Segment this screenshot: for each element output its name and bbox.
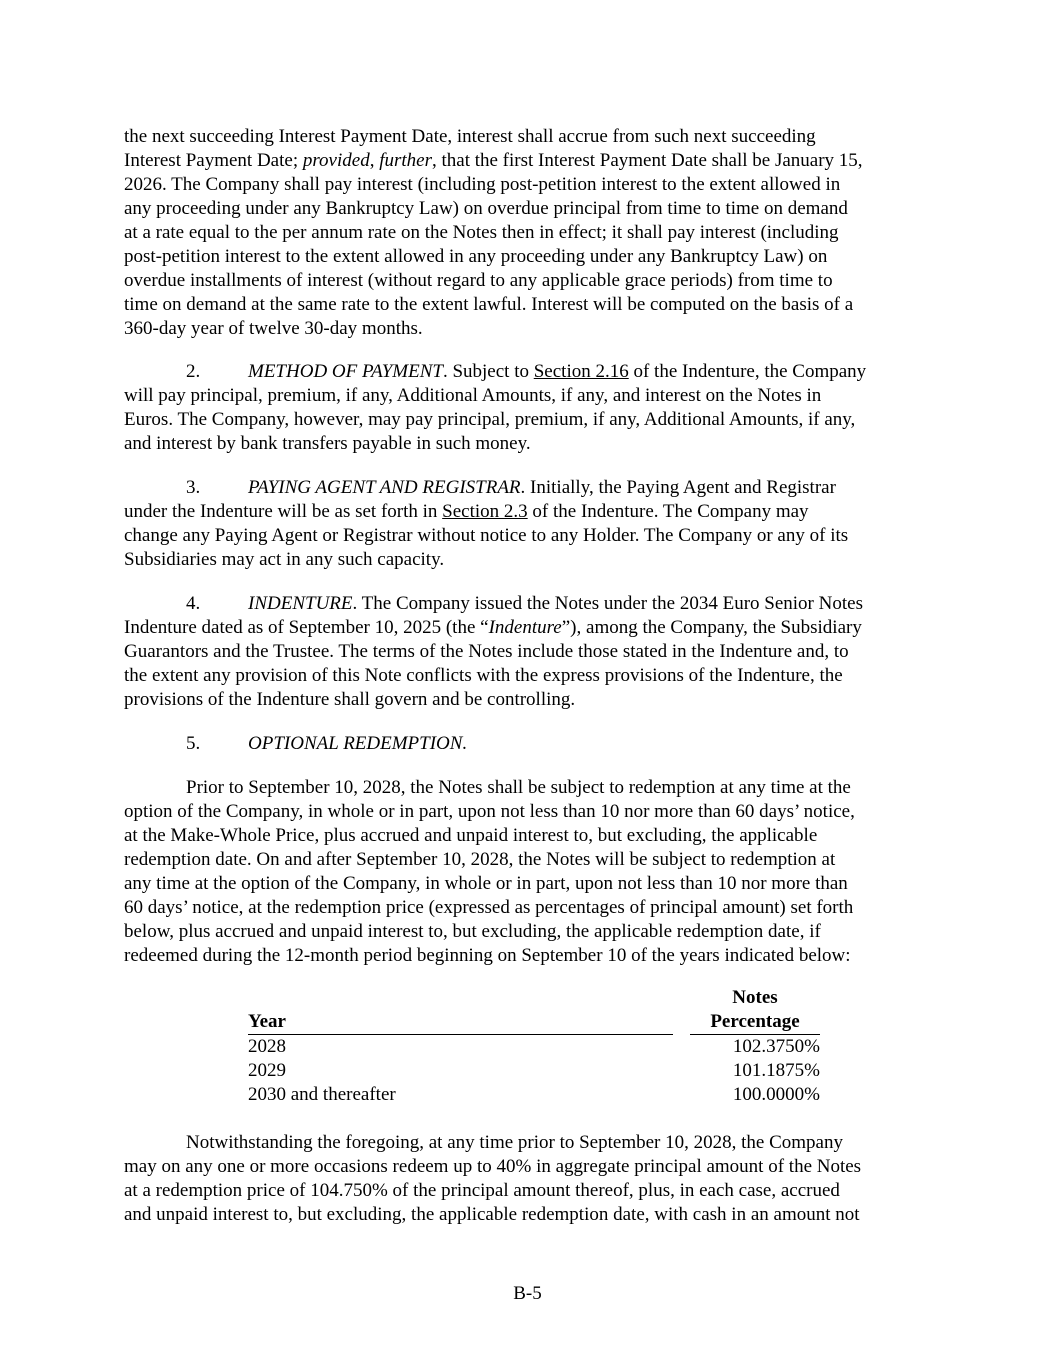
table-header-year: Year [248,1010,673,1035]
section-number: 5. [186,733,201,754]
text-line: at the Make-Whole Price, plus accrued and unpaid interest to, but excluding, the applicable [124,825,818,846]
text-line: will pay principal, premium, if any, Additional Amounts, if any, and interest on the Notes in [124,385,822,406]
table-header-row [248,1010,820,1035]
equity-claw-paragraph [124,1131,936,1227]
text-line [124,616,936,640]
text-run: of the Indenture. The Company may [527,501,809,522]
text-line: at a rate equal to the per annum rate on the Notes then in effect; it shall pay interest (including [124,222,839,243]
text-line: at a redemption price of 104.750% of the principal amount thereof, plus, in each case, accrued [124,1180,840,1201]
section-heading: OPTIONAL REDEMPTION. [248,733,468,754]
text-line: any proceeding under any Bankruptcy Law) on overdue principal from time to time on demand [124,198,848,219]
text-line: time on demand at the same rate to the extent lawful. Interest will be computed on the basis of a [124,294,854,315]
text-line: Subsidiaries may act in any such capacity. [124,549,445,570]
section-heading: METHOD OF PAYMENT [248,361,443,382]
table-cell-percentage: 101.1875% [732,1060,820,1081]
text-run: ”), among the Company, the Subsidiary [561,617,862,638]
text-line: change any Paying Agent or Registrar without notice to any Holder. The Company or any of its [124,525,849,546]
text-run: Interest Payment Date; [124,150,303,171]
section-heading: INDENTURE [248,593,353,614]
section-method-of-payment [124,360,936,456]
table-header-spacer [248,986,673,1010]
italic-term: Indenture [488,617,562,638]
text-run: Indenture dated as of September 10, 2025 (the “ [124,617,489,638]
text-line: post-petition interest to the extent allowed in any proceeding under any Bankruptcy Law) on [124,246,828,267]
table-row [248,1059,820,1083]
section-number: 2. [186,361,201,382]
text-line: overdue installments of interest (without regard to any applicable grace periods) from time to [124,270,833,291]
section-number: 3. [186,477,201,498]
text-line: Guarantors and the Trustee. The terms of the Notes include those stated in the Indenture and, to [124,641,849,662]
italic-term: provided [302,150,370,171]
text-line: option of the Company, in whole or in part, upon not less than 10 nor more than 60 days’ notice, [124,801,855,822]
table-header-notes: Notes [732,987,778,1008]
text-run: under the Indenture will be as set forth in [124,501,443,522]
text-run: , that the first Interest Payment Date shall be January 15, [431,150,863,171]
text-line: any time at the option of the Company, in whole or in part, upon not less than 10 nor more than [124,873,848,894]
text-run: . Subject to [442,361,534,382]
text-run: , [369,150,380,171]
table-gap [673,1035,690,1060]
redemption-price-table [248,986,820,1107]
section-heading-line [124,732,936,756]
page-number: B-5 [513,1283,542,1304]
text-line: may on any one or more occasions redeem up to 40% in aggregate principal amount of the Notes [124,1156,862,1177]
interest-paragraph [124,125,936,341]
table-gap [673,986,690,1010]
section-optional-redemption [124,732,936,756]
text-run: of the Indenture, the Company [628,361,867,382]
text-line: Notwithstanding the foregoing, at any time prior to September 10, 2028, the Company [186,1132,843,1153]
table-gap [673,1083,690,1107]
section-heading-line [124,476,936,500]
text-line: and unpaid interest to, but excluding, the applicable redemption date, with cash in an amount not [124,1204,860,1225]
text-line [124,149,936,173]
section-number: 4. [186,593,201,614]
table-cell-year: 2028 [248,1036,286,1057]
table-gap [673,1059,690,1083]
text-line: provisions of the Indenture shall govern and be controlling. [124,689,576,710]
table-cell-year: 2030 and thereafter [248,1084,396,1105]
table-cell-percentage: 102.3750% [732,1036,820,1057]
section-reference-link[interactable]: Section 2.16 [533,361,629,382]
table-cell-percentage: 100.0000% [732,1084,820,1105]
section-heading-line [124,360,936,384]
text-line: the extent any provision of this Note conflicts with the express provisions of the Indenture, the [124,665,843,686]
table-row [248,1035,820,1060]
text-line: Euros. The Company, however, may pay principal, premium, if any, Additional Amounts, if any, [124,409,856,430]
table-cell-year: 2029 [248,1060,286,1081]
section-indenture [124,592,936,712]
text-line: and interest by bank transfers payable in such money. [124,433,531,454]
section-reference-link[interactable]: Section 2.3 [442,501,528,522]
text-line: redemption date. On and after September 10, 2028, the Notes will be subject to redemption at [124,849,836,870]
section-paying-agent [124,476,936,572]
text-line: the next succeeding Interest Payment Date, interest shall accrue from such next succeeding [124,126,816,147]
table-header-percentage: Percentage [690,1010,820,1035]
section-heading-line [124,592,936,616]
text-line [124,500,936,524]
text-line: 360-day year of twelve 30-day months. [124,318,423,339]
italic-term: further [379,150,432,171]
text-run: . Initially, the Paying Agent and Registrar [520,477,836,498]
text-line: below, plus accrued and unpaid interest to, but excluding, the applicable redemption date, if [124,921,821,942]
text-run: . The Company issued the Notes under the 2034 Euro Senior Notes [352,593,863,614]
table-header-row [248,986,820,1010]
table-gap [673,1010,690,1035]
text-line: 2026. The Company shall pay interest (including post-petition interest to the extent allowed in [124,174,841,195]
text-line: 60 days’ notice, at the redemption price (expressed as percentages of principal amount) set forth [124,897,854,918]
text-line: Prior to September 10, 2028, the Notes shall be subject to redemption at any time at the [186,777,851,798]
text-line: redeemed during the 12-month period beginning on September 10 of the years indicated below: [124,945,851,966]
redemption-paragraph [124,776,936,968]
section-heading: PAYING AGENT AND REGISTRAR [248,477,521,498]
table-row [248,1083,820,1107]
